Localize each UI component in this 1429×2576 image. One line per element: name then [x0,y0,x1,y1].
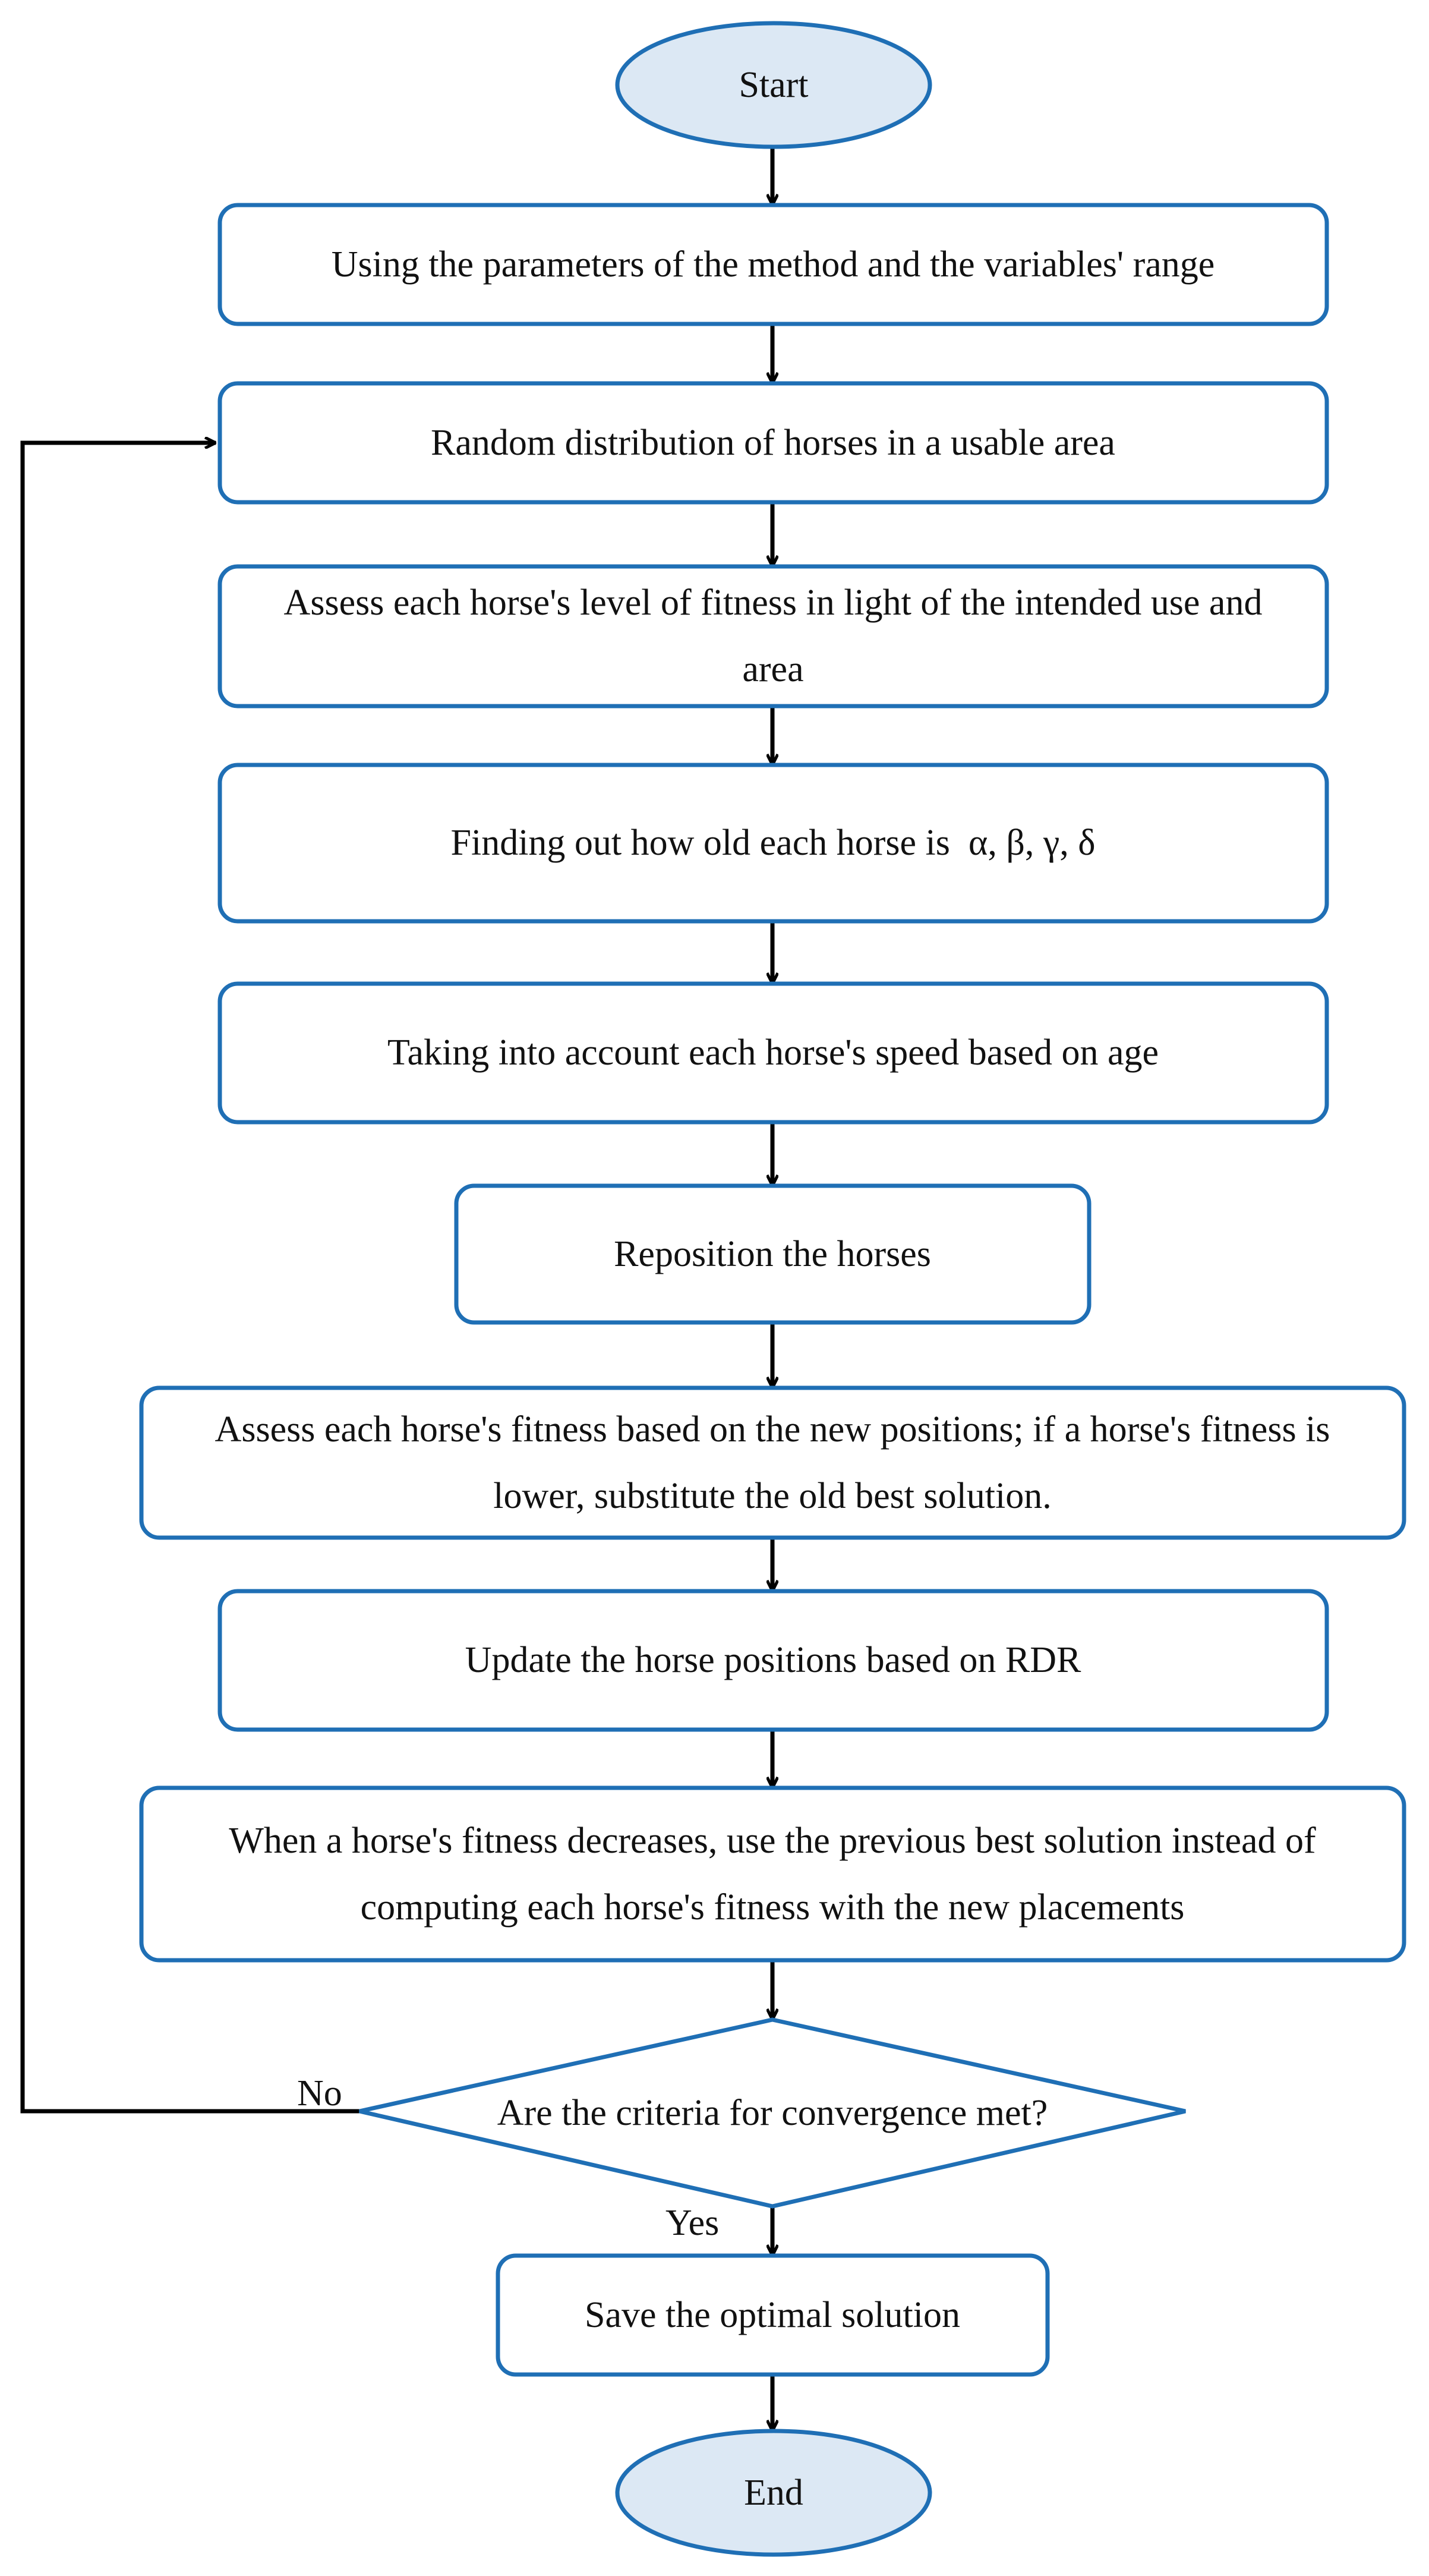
step-3-label: Assess each horse's level of fitness in light of the intended use and area [283,582,1263,689]
step-9-box [141,1788,1404,1960]
step-5 [220,984,1327,1122]
end-label: End [744,2473,803,2513]
branch-yes-label: Yes [665,2203,720,2243]
step-6-label: Reposition the horses [614,1234,931,1274]
decision-label: Are the criteria for convergence met? [497,2093,1048,2133]
branch-no-label: No [297,2073,342,2114]
start-label: Start [739,65,809,105]
step-4-label: Finding out how old each horse is α, β, γ, δ [450,823,1096,863]
step-9-label: When a horse's fitness decreases, use the previous best solution instead of computing each horse's fitness with the new placements [229,1821,1316,1928]
step-1-label: Using the parameters of the method and the variables' range [331,244,1215,285]
step-7 [141,1388,1404,1538]
end-terminal [617,2431,930,2555]
step-7-label: Assess each horse's fitness based on the new positions; if a horse's fitness is lower, substitute the old best solution. [214,1409,1330,1516]
step-9 [141,1788,1404,1960]
step-1 [220,205,1327,324]
step-2-label: Random distribution of horses in a usable area [431,423,1115,463]
step-4 [220,765,1327,921]
step-6 [456,1186,1089,1322]
start-terminal [617,23,930,147]
step-2 [220,383,1327,502]
step-8 [220,1591,1327,1730]
step-3 [220,566,1327,706]
step-8-label: Update the horse positions based on RDR [465,1640,1081,1680]
decision [359,2020,1185,2206]
save-step [498,2256,1048,2375]
step-5-label: Taking into account each horse's speed based on age [387,1032,1159,1073]
save-step-label: Save the optimal solution [585,2295,960,2335]
